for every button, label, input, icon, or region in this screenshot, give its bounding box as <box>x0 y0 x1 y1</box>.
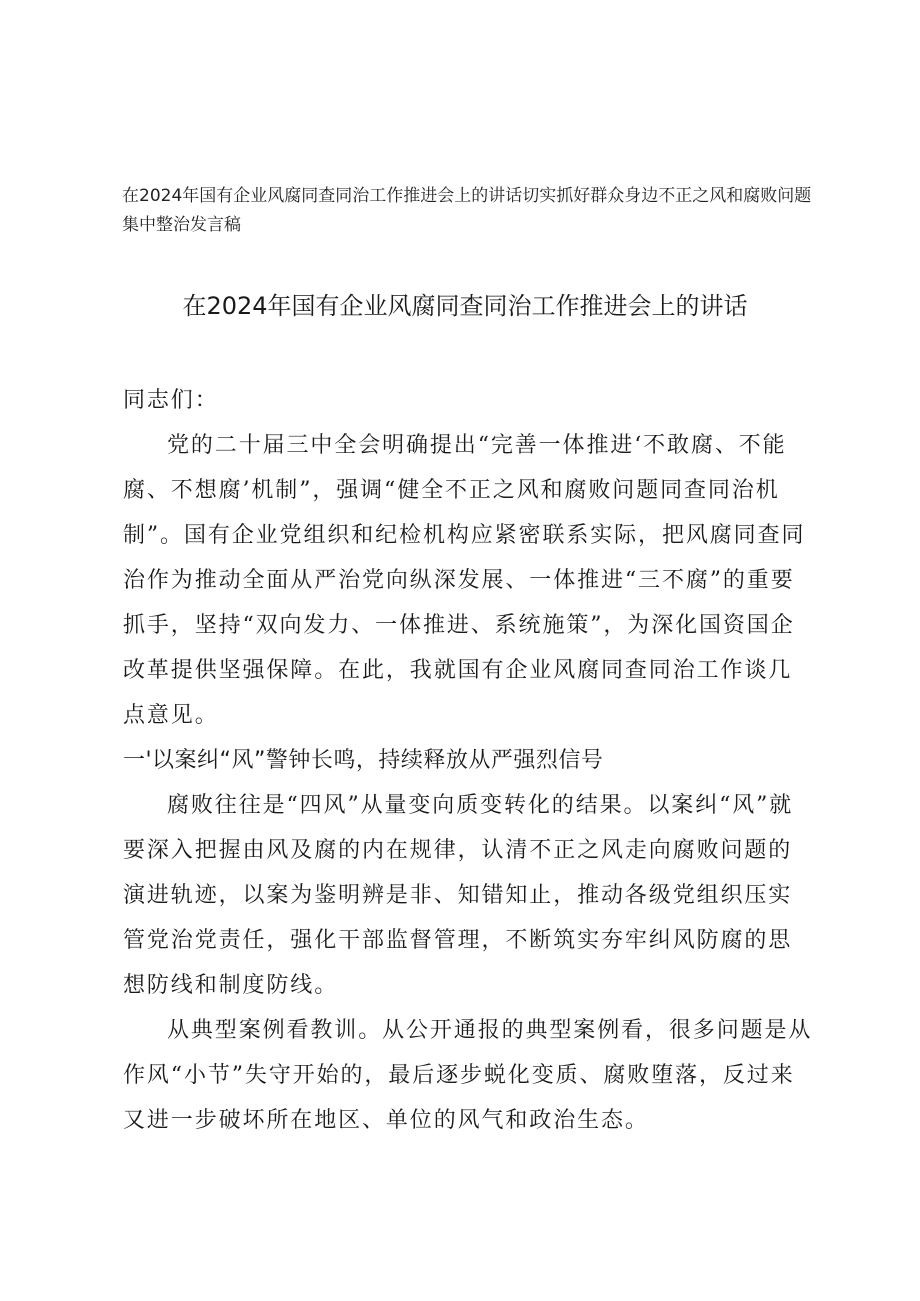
section-heading: 一'以案纠“风”警钟长鸣，持续释放从严强烈信号 <box>123 748 604 773</box>
salutation: 同志们： <box>123 388 219 413</box>
document-body <box>123 378 813 1143</box>
document-header-title: 在2024年国有企业风腐同查同治工作推进会上的讲话切实抓好群众身边不正之风和腐败问题集中整治发言稿 <box>122 186 812 235</box>
section-paragraph: 从典型案例看教训。从公开通报的典型案例看，很多问题是从作风“小节”失守开始的，最后逐步蜕化变质、腐败堕落，反过来又进一步破坏所在地区、单位的风气和政治生态。 <box>123 1018 813 1133</box>
body-paragraph: 党的二十届三中全会明确提出“完善一体推进‘不敢腐、不能腐、不想腐’机制”，强调“健全不正之风和腐败问题同查同治机制”。国有企业党组织和纪检机构应紧密联系实际，把风腐同查同治作为推动全面从严治党向纵深发展、一体推进“三不腐”的重要抓手，坚持“双向发力、一体推进、系统施策”，为深化国资国企改革提供坚强保障。在此，我就国有企业风腐同查同治工作谈几点意见。 <box>123 433 806 728</box>
speech-title: 在2024年国有企业风腐同查同治工作推进会上的讲话 <box>182 292 748 320</box>
section-paragraph: 腐败往往是“四风”从量变向质变转化的结果。以案纠“风”就要深入把握由风及腐的内在规律，认清不正之风走向腐败问题的演进轨迹，以案为鉴明辨是非、知错知止，推动各级党组织压实管党治党责任，强化干部监督管理，不断筑实夯牢纠风防腐的思想防线和制度防线。 <box>123 793 794 998</box>
